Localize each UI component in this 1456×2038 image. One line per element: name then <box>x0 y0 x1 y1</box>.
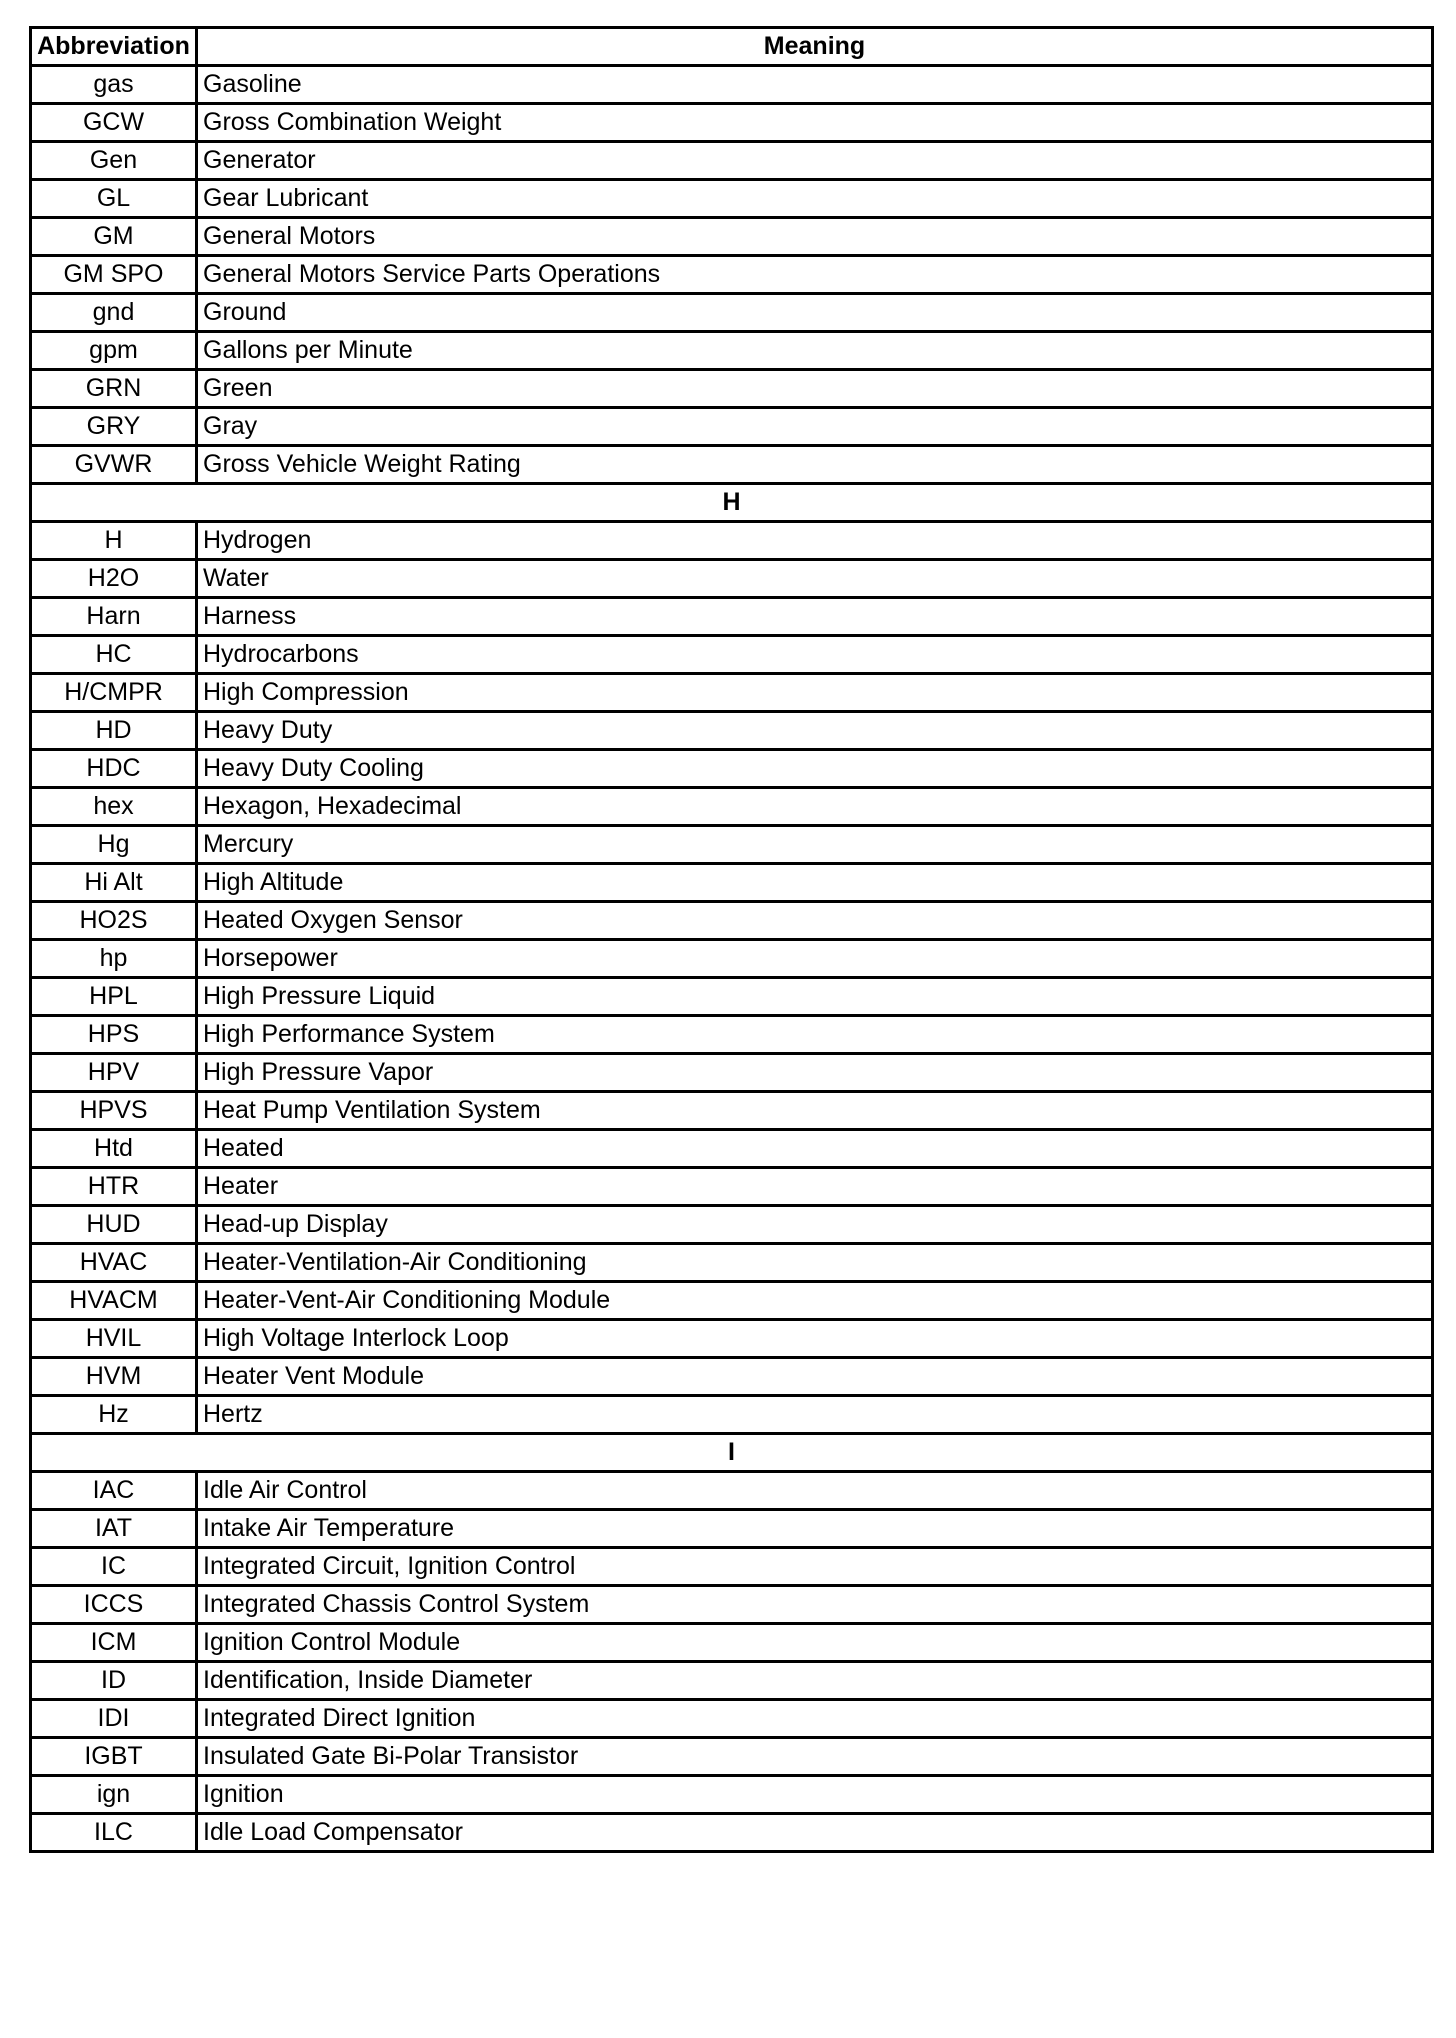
meaning-cell: Hexagon, Hexadecimal <box>197 788 1433 826</box>
meaning-cell: Ground <box>197 294 1433 332</box>
table-row <box>31 1054 1433 1092</box>
meaning-cell: Hydrocarbons <box>197 636 1433 674</box>
abbreviation-cell: gas <box>31 66 197 104</box>
meaning-cell: Identification, Inside Diameter <box>197 1662 1433 1700</box>
abbreviation-cell: GM SPO <box>31 256 197 294</box>
abbreviation-cell: IGBT <box>31 1738 197 1776</box>
abbreviation-cell: H2O <box>31 560 197 598</box>
table-row <box>31 1776 1433 1814</box>
table-row <box>31 408 1433 446</box>
table-row <box>31 180 1433 218</box>
abbreviation-cell: gnd <box>31 294 197 332</box>
abbreviation-table <box>29 26 1434 1853</box>
table-row <box>31 712 1433 750</box>
abbreviation-cell: HPV <box>31 1054 197 1092</box>
meaning-cell: Ignition Control Module <box>197 1624 1433 1662</box>
table-row <box>31 446 1433 484</box>
meaning-cell: Heater-Ventilation-Air Conditioning <box>197 1244 1433 1282</box>
meaning-cell: Idle Load Compensator <box>197 1814 1433 1852</box>
abbreviation-cell: ICCS <box>31 1586 197 1624</box>
header-row <box>31 28 1433 66</box>
table-body <box>31 66 1433 1852</box>
meaning-cell: Green <box>197 370 1433 408</box>
abbreviation-cell: Hg <box>31 826 197 864</box>
meaning-cell: High Pressure Vapor <box>197 1054 1433 1092</box>
abbreviation-cell: GCW <box>31 104 197 142</box>
table-row <box>31 1320 1433 1358</box>
table-row <box>31 1472 1433 1510</box>
meaning-cell: High Voltage Interlock Loop <box>197 1320 1433 1358</box>
abbreviation-cell: Harn <box>31 598 197 636</box>
meaning-cell: Integrated Direct Ignition <box>197 1700 1433 1738</box>
table-row <box>31 1624 1433 1662</box>
table-row <box>31 66 1433 104</box>
abbreviation-sheet <box>29 26 1431 1853</box>
table-row <box>31 1358 1433 1396</box>
abbreviation-column-header: Abbreviation <box>31 28 197 66</box>
table-row <box>31 1016 1433 1054</box>
table-row <box>31 902 1433 940</box>
table-row <box>31 332 1433 370</box>
table-row <box>31 826 1433 864</box>
meaning-cell: Gross Vehicle Weight Rating <box>197 446 1433 484</box>
meaning-cell: Heater-Vent-Air Conditioning Module <box>197 1282 1433 1320</box>
table-row <box>31 1738 1433 1776</box>
table-row <box>31 1168 1433 1206</box>
abbreviation-cell: ID <box>31 1662 197 1700</box>
abbreviation-cell: gpm <box>31 332 197 370</box>
table-row <box>31 522 1433 560</box>
table-row <box>31 1130 1433 1168</box>
table-row <box>31 1396 1433 1434</box>
meaning-cell: High Pressure Liquid <box>197 978 1433 1016</box>
abbreviation-cell: HVAC <box>31 1244 197 1282</box>
meaning-cell: Mercury <box>197 826 1433 864</box>
section-row <box>31 1434 1433 1472</box>
abbreviation-cell: HPS <box>31 1016 197 1054</box>
abbreviation-cell: HVM <box>31 1358 197 1396</box>
section-heading: I <box>31 1434 1433 1472</box>
abbreviation-cell: IC <box>31 1548 197 1586</box>
abbreviation-cell: HDC <box>31 750 197 788</box>
abbreviation-cell: HO2S <box>31 902 197 940</box>
meaning-cell: Gasoline <box>197 66 1433 104</box>
abbreviation-cell: HPL <box>31 978 197 1016</box>
meaning-cell: High Compression <box>197 674 1433 712</box>
abbreviation-cell: ign <box>31 1776 197 1814</box>
abbreviation-cell: GRN <box>31 370 197 408</box>
meaning-cell: Integrated Chassis Control System <box>197 1586 1433 1624</box>
meaning-cell: High Performance System <box>197 1016 1433 1054</box>
abbreviation-cell: hp <box>31 940 197 978</box>
abbreviation-cell: GVWR <box>31 446 197 484</box>
abbreviation-cell: GM <box>31 218 197 256</box>
abbreviation-cell: ICM <box>31 1624 197 1662</box>
meaning-cell: Insulated Gate Bi-Polar Transistor <box>197 1738 1433 1776</box>
abbreviation-cell: Hz <box>31 1396 197 1434</box>
abbreviation-cell: HVIL <box>31 1320 197 1358</box>
meaning-cell: Head-up Display <box>197 1206 1433 1244</box>
table-row <box>31 1510 1433 1548</box>
meaning-cell: Horsepower <box>197 940 1433 978</box>
abbreviation-cell: HPVS <box>31 1092 197 1130</box>
table-row <box>31 636 1433 674</box>
meaning-cell: Heater <box>197 1168 1433 1206</box>
meaning-cell: Heated Oxygen Sensor <box>197 902 1433 940</box>
table-row <box>31 940 1433 978</box>
abbreviation-cell: HVACM <box>31 1282 197 1320</box>
table-row <box>31 256 1433 294</box>
table-header <box>31 28 1433 66</box>
meaning-cell: Heater Vent Module <box>197 1358 1433 1396</box>
table-row <box>31 674 1433 712</box>
meaning-cell: Hertz <box>197 1396 1433 1434</box>
meaning-cell: Intake Air Temperature <box>197 1510 1433 1548</box>
table-row <box>31 218 1433 256</box>
table-row <box>31 978 1433 1016</box>
meaning-cell: Ignition <box>197 1776 1433 1814</box>
meaning-cell: Heated <box>197 1130 1433 1168</box>
meaning-column-header: Meaning <box>197 28 1433 66</box>
abbreviation-cell: H/CMPR <box>31 674 197 712</box>
abbreviation-cell: HC <box>31 636 197 674</box>
meaning-cell: Water <box>197 560 1433 598</box>
meaning-cell: Gallons per Minute <box>197 332 1433 370</box>
table-row <box>31 864 1433 902</box>
table-row <box>31 1586 1433 1624</box>
abbreviation-cell: IAC <box>31 1472 197 1510</box>
meaning-cell: Hydrogen <box>197 522 1433 560</box>
abbreviation-cell: GL <box>31 180 197 218</box>
table-row <box>31 1206 1433 1244</box>
meaning-cell: Heavy Duty Cooling <box>197 750 1433 788</box>
meaning-cell: Gross Combination Weight <box>197 104 1433 142</box>
table-row <box>31 560 1433 598</box>
meaning-cell: Generator <box>197 142 1433 180</box>
meaning-cell: High Altitude <box>197 864 1433 902</box>
meaning-cell: General Motors <box>197 218 1433 256</box>
abbreviation-cell: Htd <box>31 1130 197 1168</box>
abbreviation-cell: IAT <box>31 1510 197 1548</box>
table-row <box>31 1282 1433 1320</box>
table-row <box>31 788 1433 826</box>
meaning-cell: Harness <box>197 598 1433 636</box>
section-heading: H <box>31 484 1433 522</box>
table-row <box>31 1700 1433 1738</box>
table-row <box>31 598 1433 636</box>
abbreviation-cell: GRY <box>31 408 197 446</box>
table-row <box>31 1662 1433 1700</box>
meaning-cell: General Motors Service Parts Operations <box>197 256 1433 294</box>
section-row <box>31 484 1433 522</box>
table-row <box>31 142 1433 180</box>
abbreviation-cell: HTR <box>31 1168 197 1206</box>
table-row <box>31 1244 1433 1282</box>
meaning-cell: Gear Lubricant <box>197 180 1433 218</box>
abbreviation-cell: HUD <box>31 1206 197 1244</box>
abbreviation-cell: ILC <box>31 1814 197 1852</box>
table-row <box>31 370 1433 408</box>
table-row <box>31 294 1433 332</box>
abbreviation-cell: Gen <box>31 142 197 180</box>
meaning-cell: Integrated Circuit, Ignition Control <box>197 1548 1433 1586</box>
table-row <box>31 1092 1433 1130</box>
table-row <box>31 750 1433 788</box>
meaning-cell: Heavy Duty <box>197 712 1433 750</box>
abbreviation-cell: H <box>31 522 197 560</box>
table-row <box>31 1548 1433 1586</box>
meaning-cell: Heat Pump Ventilation System <box>197 1092 1433 1130</box>
table-row <box>31 104 1433 142</box>
table-row <box>31 1814 1433 1852</box>
abbreviation-cell: Hi Alt <box>31 864 197 902</box>
meaning-cell: Gray <box>197 408 1433 446</box>
meaning-cell: Idle Air Control <box>197 1472 1433 1510</box>
abbreviation-cell: IDI <box>31 1700 197 1738</box>
abbreviation-cell: HD <box>31 712 197 750</box>
abbreviation-cell: hex <box>31 788 197 826</box>
